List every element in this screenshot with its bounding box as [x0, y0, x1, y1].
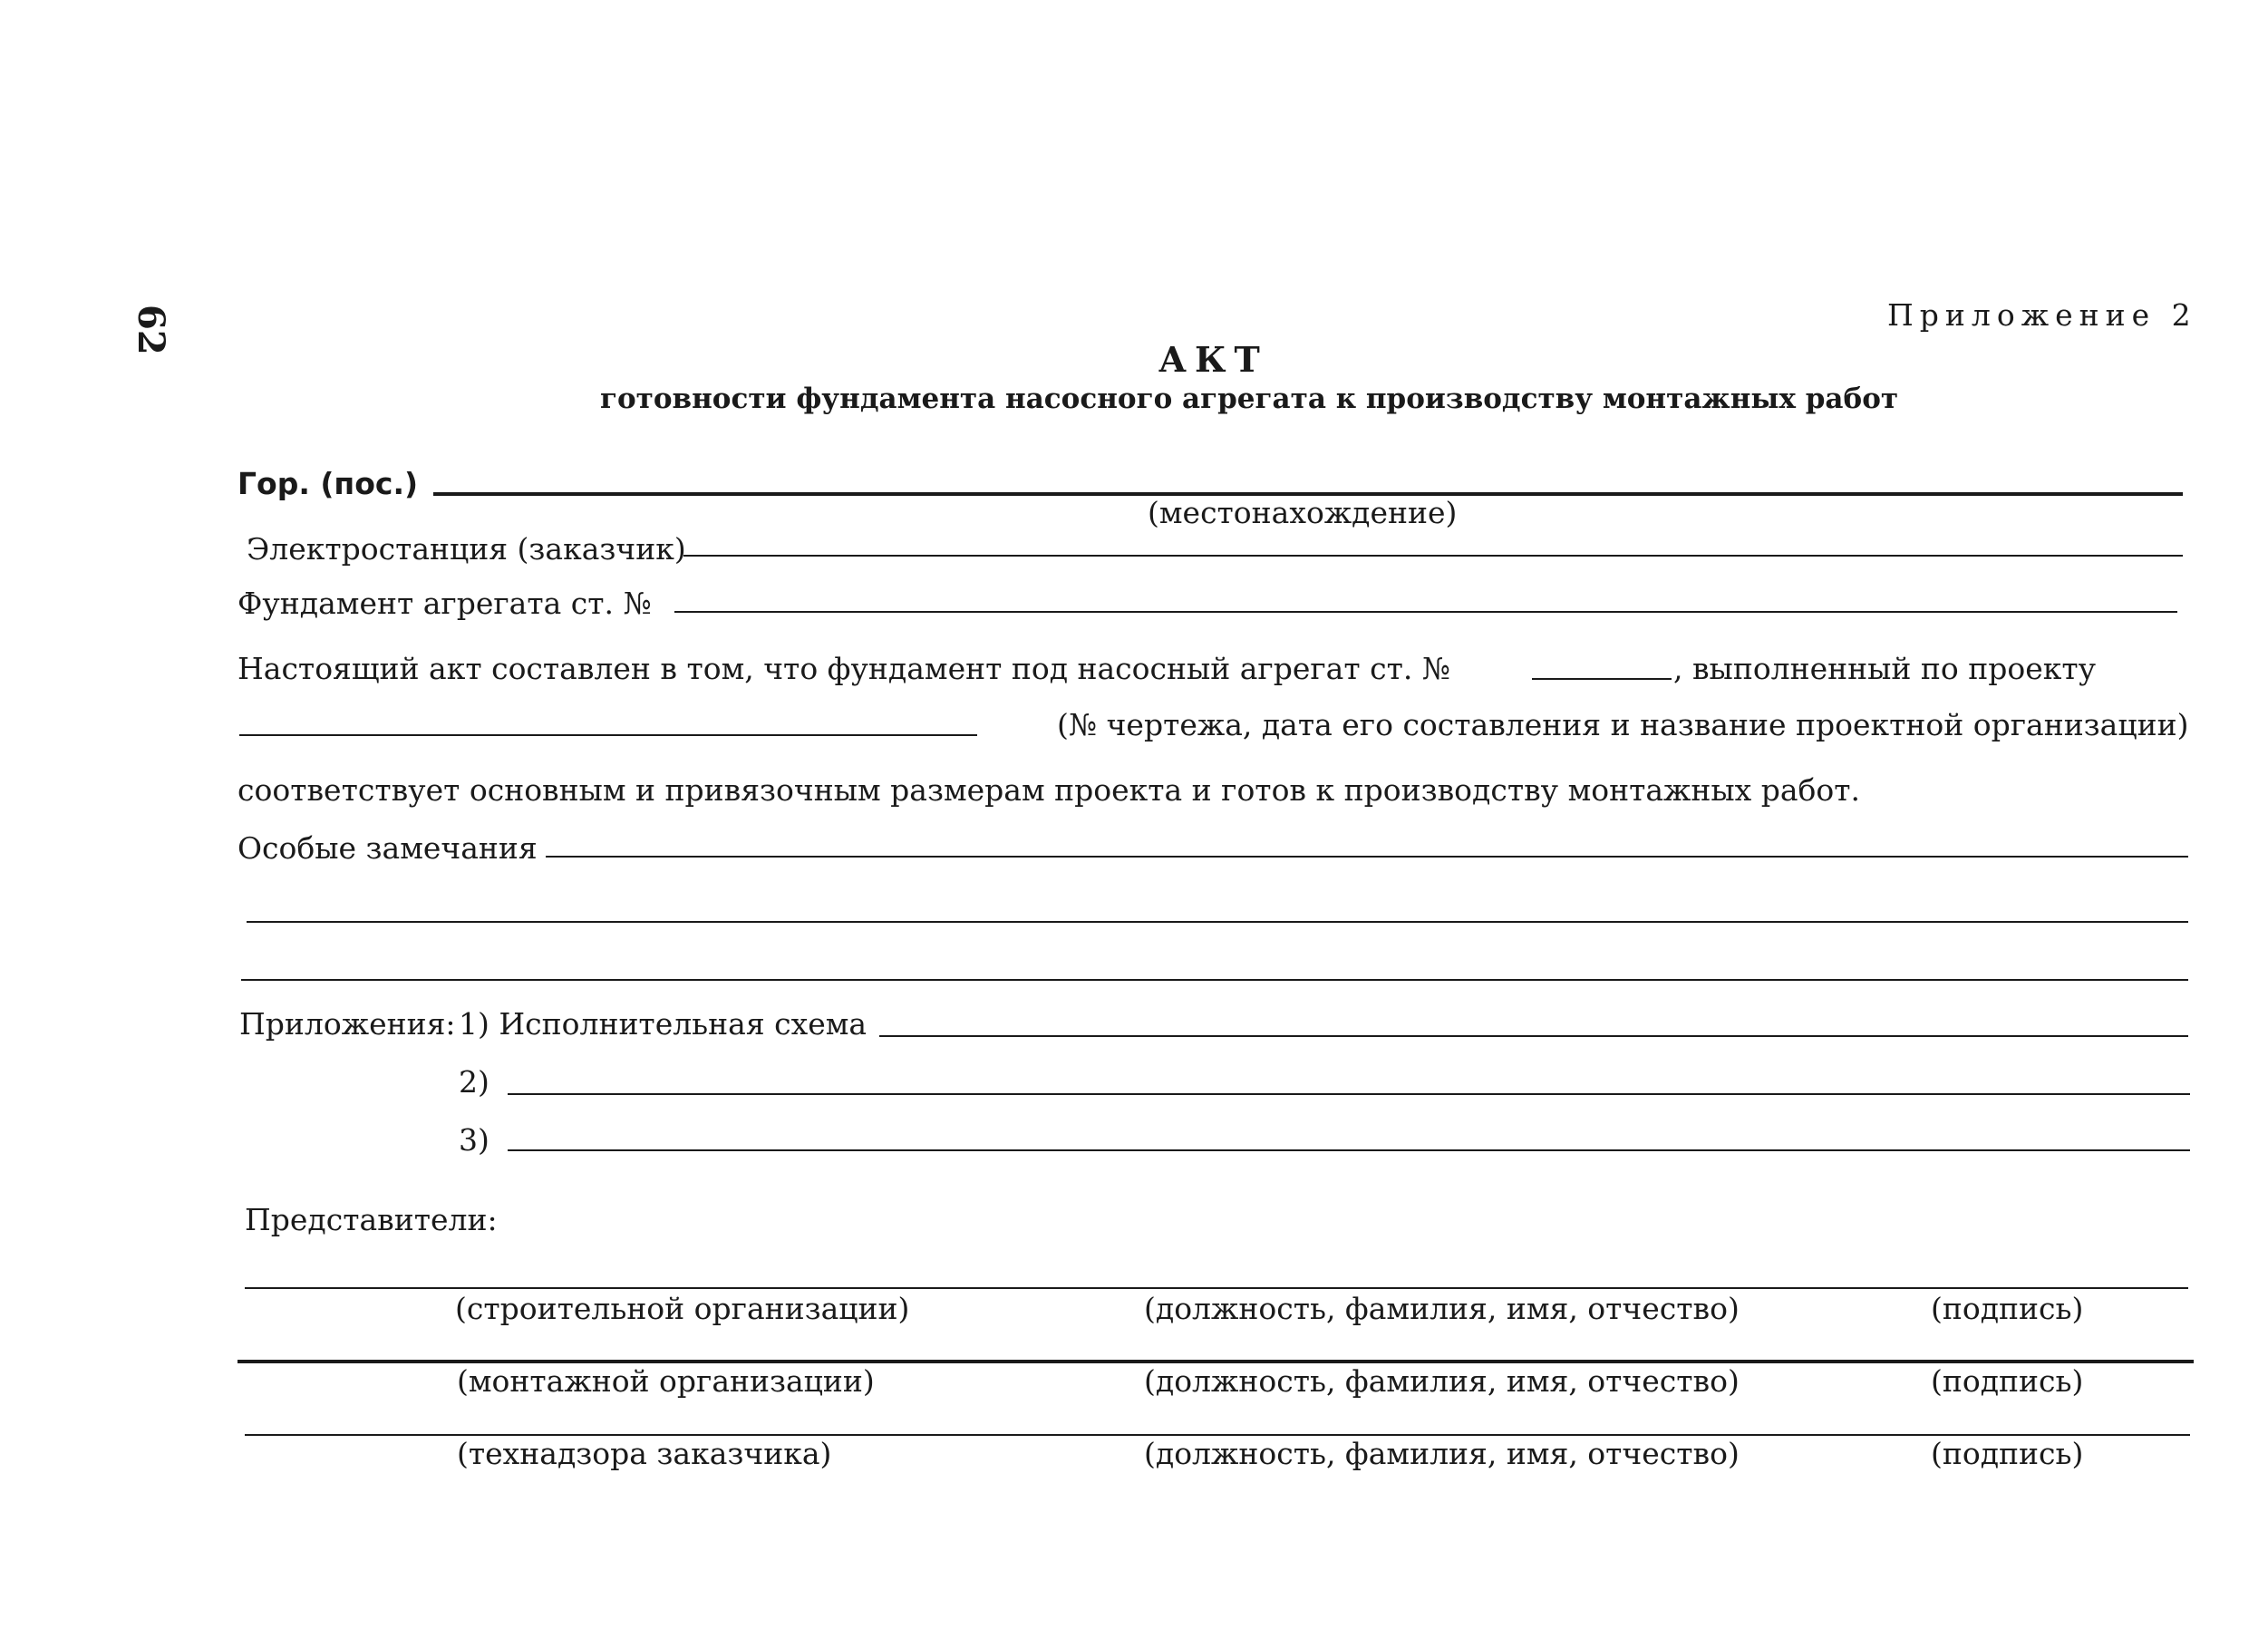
location-caption: (местонахождение) [1148, 495, 1458, 530]
project-field-line[interactable] [239, 734, 977, 736]
foundation-label: Фундамент агрегата ст. № [237, 586, 652, 621]
attachment-field-line-1[interactable] [879, 1035, 2188, 1037]
rep-org-1: (строительной организации) [455, 1291, 910, 1326]
rep-org-2: (монтажной организации) [457, 1363, 875, 1399]
project-caption: (№ чертежа, дата его составления и название проектной организации) [1057, 707, 2189, 742]
representatives-label: Представители: [245, 1202, 498, 1237]
rep-signature-1: (подпись) [1931, 1291, 2084, 1326]
power-station-label: Электростанция (заказчик) [247, 531, 686, 567]
rep-signature-2: (подпись) [1931, 1363, 2084, 1399]
attachment-item-3: 3) [459, 1122, 489, 1158]
attachment-item-2: 2) [459, 1064, 489, 1100]
attachment-field-line-3[interactable] [508, 1149, 2190, 1151]
remarks-field-line-2[interactable] [247, 921, 2188, 923]
rep-signature-3: (подпись) [1931, 1436, 2084, 1471]
document-subtitle: готовности фундамента насосного агрегата к производству монтажных работ [600, 383, 1899, 415]
foundation-field-line[interactable] [674, 611, 2177, 613]
unit-number-field-line[interactable] [1532, 678, 1672, 680]
attachments-label: Приложения: [239, 1006, 456, 1042]
statement-line1-end: , выполненный по проекту [1673, 651, 2097, 686]
rep-position-1: (должность, фамилия, имя, отчество) [1144, 1291, 1740, 1326]
power-station-field-line[interactable] [683, 555, 2183, 557]
remarks-label: Особые замечания [237, 830, 538, 866]
attachment-field-line-2[interactable] [508, 1093, 2190, 1095]
statement-line1: Настоящий акт составлен в том, что фундамент под насосный агрегат ст. № [237, 651, 1451, 686]
rep-position-3: (должность, фамилия, имя, отчество) [1144, 1436, 1740, 1471]
remarks-field-line-3[interactable] [241, 979, 2188, 981]
city-label: Гор. (пос.) [237, 466, 419, 501]
remarks-field-line-1[interactable] [546, 856, 2188, 858]
document-title: АКТ [1158, 339, 1268, 380]
page-number: 62 [130, 305, 172, 355]
appendix-label: Приложение 2 [1887, 297, 2197, 333]
rep-position-2: (должность, фамилия, имя, отчество) [1144, 1363, 1740, 1399]
attachment-item-1: 1) Исполнительная схема [459, 1006, 867, 1042]
representative-line-1[interactable] [245, 1287, 2188, 1289]
statement-line3: соответствует основным и привязочным размерам проекта и готов к производству монтажных работ. [237, 772, 1861, 808]
rep-org-3: (технадзора заказчика) [457, 1436, 832, 1471]
